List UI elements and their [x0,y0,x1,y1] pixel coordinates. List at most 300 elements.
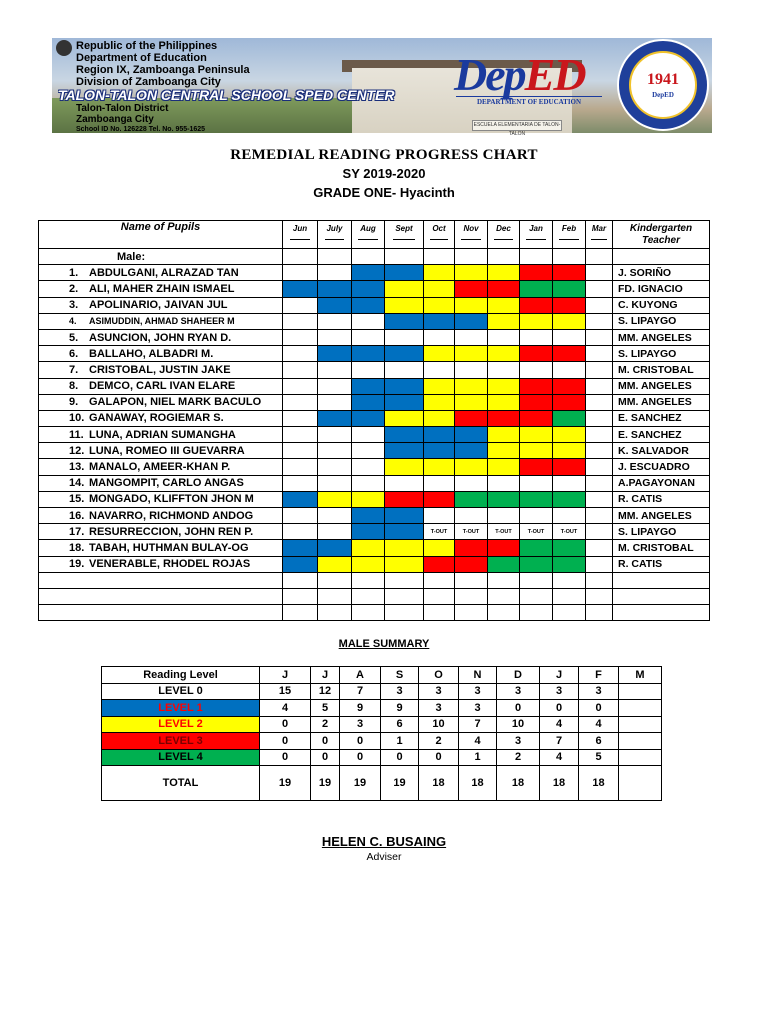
progress-cell [385,475,424,491]
level-count: 0 [311,749,340,766]
progress-cell [318,362,352,378]
progress-cell [553,459,586,475]
section-row [39,249,710,265]
progress-cell [553,540,586,556]
pupil-number: 14. [69,477,85,490]
pupil-name-cell [39,265,283,281]
level-count: 2 [311,716,340,733]
empty-cell [318,588,352,604]
level-count: 4 [579,716,619,733]
pupil-name-cell [39,540,283,556]
progress-cell [488,346,520,362]
progress-cell [424,265,455,281]
progress-cell [488,362,520,378]
pupil-row [39,427,710,443]
progress-cell [520,281,553,297]
teacher-name: S. LIPAYGO [613,313,710,329]
level-count [619,733,662,750]
table-header-row [39,221,710,249]
empty-cell [553,249,586,265]
transfer-out-cell: T-OUT [520,524,553,540]
pupil-name-cell [39,297,283,313]
pupil-name-cell [39,362,283,378]
level-count: 5 [579,749,619,766]
empty-cell [455,249,488,265]
pupil-row [39,281,710,297]
progress-cell [283,329,318,345]
empty-cell [39,572,283,588]
progress-cell [385,378,424,394]
pupil-name-cell [39,556,283,572]
pupil-name: NAVARRO, RICHMOND ANDOG [89,509,254,522]
banner-district: Talon-Talon District [76,103,169,114]
pupil-name: DEMCO, CARL IVAN ELARE [89,380,236,393]
pupil-number: 18. [69,541,85,554]
progress-cell [488,329,520,345]
progress-cell [283,524,318,540]
empty-cell [39,588,283,604]
progress-cell [424,410,455,426]
month-underline [591,239,607,240]
month-header [553,221,586,249]
adviser-role: Adviser [366,851,402,863]
empty-cell [385,588,424,604]
level-count: 2 [497,749,540,766]
pupil-name: CRISTOBAL, JUSTIN JAKE [89,363,231,376]
pupil-name-cell [39,427,283,443]
summary-month-header: O [419,667,459,684]
level-count: 12 [311,683,340,700]
level-count: 15 [260,683,311,700]
pupil-number: 12. [69,444,85,457]
pupil-number: 13. [69,461,85,474]
pupil-number: 4. [69,316,77,327]
progress-cell [424,297,455,313]
progress-cell [385,410,424,426]
progress-cell [352,556,385,572]
level-count: 3 [459,700,497,717]
pupil-row [39,394,710,410]
month-label: Sept [395,224,413,233]
level-count: 3 [540,683,579,700]
pupil-name-cell [39,281,283,297]
month-header [352,221,385,249]
level-count: 5 [311,700,340,717]
empty-cell [553,605,586,621]
progress-cell [488,443,520,459]
empty-cell [424,249,455,265]
progress-cell [318,410,352,426]
pupil-row [39,378,710,394]
banner-region: Region IX, Zamboanga Peninsula [76,64,250,76]
level-count: 2 [419,733,459,750]
month-label: Oct [432,224,446,233]
progress-cell [352,281,385,297]
progress-cell [455,410,488,426]
progress-cell [553,313,586,329]
pupil-name-cell [39,346,283,362]
progress-cell [586,313,613,329]
level-count: 0 [381,749,419,766]
summary-level-row [102,733,662,750]
progress-cell [283,410,318,426]
progress-cell [352,362,385,378]
progress-cell [283,540,318,556]
progress-cell [553,297,586,313]
progress-cell [385,540,424,556]
level-count [619,700,662,717]
empty-cell [385,572,424,588]
pupil-row [39,265,710,281]
summary-month-header: F [579,667,619,684]
pupil-name: LUNA, ADRIAN SUMANGHA [89,428,236,441]
month-header [520,221,553,249]
level-count: 0 [340,749,381,766]
month-header [586,221,613,249]
month-underline [461,239,480,240]
progress-cell [318,346,352,362]
pupil-row [39,508,710,524]
progress-cell [283,281,318,297]
section-label: Male: [39,249,283,265]
adviser-name: HELEN C. BUSAING [321,834,447,849]
progress-cell [488,378,520,394]
progress-cell [318,394,352,410]
total-count: 18 [579,766,619,801]
school-seal-text: DepED [652,91,674,99]
progress-cell [520,459,553,475]
progress-cell [318,281,352,297]
month-header [385,221,424,249]
progress-cell [455,508,488,524]
progress-cell [283,346,318,362]
pupil-name-cell [39,313,283,329]
level-label: LEVEL 0 [102,683,260,700]
progress-cell [455,394,488,410]
progress-cell [586,475,613,491]
teacher-name: MM. ANGELES [613,378,710,394]
pupil-row [39,475,710,491]
building-sign: ESCUELA ELEMENTARIA DE TALON-TALON [473,122,561,137]
pupil-name: MONGADO, KLIFFTON JHON M [89,493,254,506]
progress-cell [455,297,488,313]
pupil-name-cell [39,524,283,540]
progress-cell [455,443,488,459]
progress-cell [283,313,318,329]
progress-cell [586,459,613,475]
progress-cell [455,491,488,507]
pupil-name: APOLINARIO, JAIVAN JUL [89,299,228,312]
progress-cell [488,540,520,556]
progress-cell [586,394,613,410]
progress-cell [520,378,553,394]
pupil-number: 1. [69,266,79,279]
progress-cell [455,427,488,443]
progress-cell [318,427,352,443]
summary-level-row [102,683,662,700]
blank-row [39,572,710,588]
empty-cell [318,605,352,621]
total-count: 19 [340,766,381,801]
progress-cell [385,297,424,313]
progress-cell [520,540,553,556]
empty-cell [352,249,385,265]
progress-cell [318,378,352,394]
progress-cell [385,362,424,378]
progress-cell [455,265,488,281]
summary-total-row [102,766,662,801]
progress-cell [586,508,613,524]
level-count [619,683,662,700]
progress-cell [586,281,613,297]
pupil-number: 7. [69,363,79,376]
progress-cell [385,443,424,459]
level-count: 0 [419,749,459,766]
pupil-name-cell [39,329,283,345]
summary-month-header: S [381,667,419,684]
progress-cell [520,491,553,507]
progress-cell [385,329,424,345]
teacher-name: K. SALVADOR [613,443,710,459]
progress-cell [488,459,520,475]
pupil-number: 17. [69,525,85,538]
progress-cell [318,524,352,540]
pupil-number: 2. [69,282,79,295]
level-count: 0 [260,749,311,766]
progress-cell [520,313,553,329]
level-count: 10 [419,716,459,733]
pupil-name-cell [39,491,283,507]
empty-cell [283,572,318,588]
progress-cell [424,362,455,378]
level-label: LEVEL 1 [102,700,260,717]
level-count: 7 [340,683,381,700]
teacher-name: M. CRISTOBAL [613,540,710,556]
deped-logo [454,49,604,110]
summary-month-header: N [459,667,497,684]
progress-cell [424,281,455,297]
progress-cell [586,378,613,394]
progress-cell [385,313,424,329]
level-count: 3 [497,683,540,700]
progress-cell [424,313,455,329]
name-header: Name of Pupils [39,221,283,249]
level-count: 3 [381,683,419,700]
progress-cell [488,297,520,313]
progress-cell [352,313,385,329]
philippine-seal-icon [56,40,72,56]
pupil-name: TABAH, HUTHMAN BULAY-OG [89,541,249,554]
month-underline [290,239,310,240]
level-count: 0 [540,700,579,717]
deped-logo-ed: ED [524,49,585,100]
pupil-name: GANAWAY, ROGIEMAR S. [89,412,224,425]
teacher-name: MM. ANGELES [613,508,710,524]
pupil-name: MANGOMPIT, CARLO ANGAS [89,477,244,490]
progress-cell [586,297,613,313]
level-count: 0 [497,700,540,717]
level-count [619,749,662,766]
progress-cell [385,394,424,410]
banner-school-name: TALON-TALON CENTRAL SCHOOL SPED CENTER [58,87,395,103]
progress-cell [318,329,352,345]
pupil-number: 11. [69,428,84,441]
progress-cell [553,556,586,572]
progress-cell [488,427,520,443]
pupil-name-cell [39,443,283,459]
progress-cell [424,508,455,524]
level-count: 9 [381,700,419,717]
empty-cell [488,249,520,265]
pupil-name: ASUNCION, JOHN RYAN D. [89,331,232,344]
month-underline [494,239,513,240]
pupil-name-cell [39,459,283,475]
pupil-row [39,362,710,378]
empty-cell [613,249,710,265]
empty-cell [553,572,586,588]
progress-cell [283,394,318,410]
progress-cell [424,443,455,459]
pupil-row [39,524,710,540]
pupil-name-cell [39,410,283,426]
level-count: 4 [260,700,311,717]
empty-cell [586,249,613,265]
level-count: 7 [540,733,579,750]
progress-cell [424,556,455,572]
month-header [488,221,520,249]
level-count: 4 [540,716,579,733]
month-header [283,221,318,249]
progress-cell [553,265,586,281]
progress-cell [385,491,424,507]
progress-cell [553,508,586,524]
deped-logo-dep: Dep [454,49,525,100]
level-count: 3 [579,683,619,700]
pupil-name: VENERABLE, RHODEL ROJAS [89,558,251,571]
pupil-number: 6. [69,347,79,360]
pupil-name-cell [39,508,283,524]
progress-cell [385,508,424,524]
male-summary-title: MALE SUMMARY [338,638,430,650]
pupil-row [39,459,710,475]
progress-cell [488,491,520,507]
male-summary-table [101,666,662,801]
banner-city: Zamboanga City [76,114,154,125]
month-label: July [326,224,343,233]
level-count: 3 [340,716,381,733]
progress-cell [520,297,553,313]
progress-cell [283,491,318,507]
progress-cell [520,410,553,426]
progress-cell [424,329,455,345]
empty-cell [283,249,318,265]
progress-cell [586,410,613,426]
school-seal-year: 1941 [647,71,679,88]
progress-cell [318,475,352,491]
progress-cell [553,394,586,410]
pupil-name: ABDULGANI, ALRAZAD TAN [89,266,239,279]
progress-cell [385,556,424,572]
progress-cell [586,427,613,443]
level-label: LEVEL 4 [102,749,260,766]
level-count: 3 [459,683,497,700]
level-count: 1 [459,749,497,766]
empty-cell [424,572,455,588]
progress-cell [352,265,385,281]
empty-cell [352,605,385,621]
summary-month-header: D [497,667,540,684]
progress-cell [283,362,318,378]
pupil-number: 5. [69,331,79,344]
progress-cell [455,329,488,345]
pupil-number: 19. [69,558,85,571]
month-label: Mar [591,224,607,233]
level-count: 10 [497,716,540,733]
empty-cell [318,249,352,265]
progress-cell [520,508,553,524]
empty-cell [318,572,352,588]
banner-republic: Republic of the Philippines [76,40,218,52]
progress-cell [586,329,613,345]
empty-cell [455,572,488,588]
progress-cell [318,265,352,281]
progress-cell [520,265,553,281]
progress-cell [283,297,318,313]
total-count: 18 [540,766,579,801]
progress-cell [488,475,520,491]
progress-cell [488,394,520,410]
progress-cell [455,362,488,378]
pupil-number: 10. [69,412,85,425]
progress-cell [520,443,553,459]
month-underline [358,239,377,240]
grade-section: GRADE ONE- Hyacinth [313,185,455,200]
pupil-row [39,556,710,572]
progress-cell [553,329,586,345]
level-count: 6 [579,733,619,750]
pupil-name: LUNA, ROMEO III GUEVARRA [89,444,245,457]
total-count: 19 [260,766,311,801]
progress-cell [283,475,318,491]
progress-cell [352,427,385,443]
progress-cell [553,443,586,459]
month-underline [325,239,345,240]
empty-cell [520,605,553,621]
teacher-name: A.PAGAYONAN [613,475,710,491]
progress-cell [586,556,613,572]
progress-cell [283,427,318,443]
pupil-name-cell [39,475,283,491]
level-count [619,716,662,733]
pupil-name: ALI, MAHER ZHAIN ISMAEL [89,282,235,295]
month-label: Jun [292,224,308,233]
progress-cell [488,281,520,297]
school-year: SY 2019-2020 [342,166,426,181]
progress-cell [586,491,613,507]
progress-cell [352,329,385,345]
progress-cell [488,508,520,524]
progress-cell [424,378,455,394]
progress-cell [553,427,586,443]
progress-cell [283,508,318,524]
empty-cell [586,572,613,588]
month-label: Feb [561,224,577,233]
progress-cell [318,508,352,524]
level-count: 3 [497,733,540,750]
progress-cell [455,475,488,491]
level-count: 0 [579,700,619,717]
progress-cell [352,378,385,394]
